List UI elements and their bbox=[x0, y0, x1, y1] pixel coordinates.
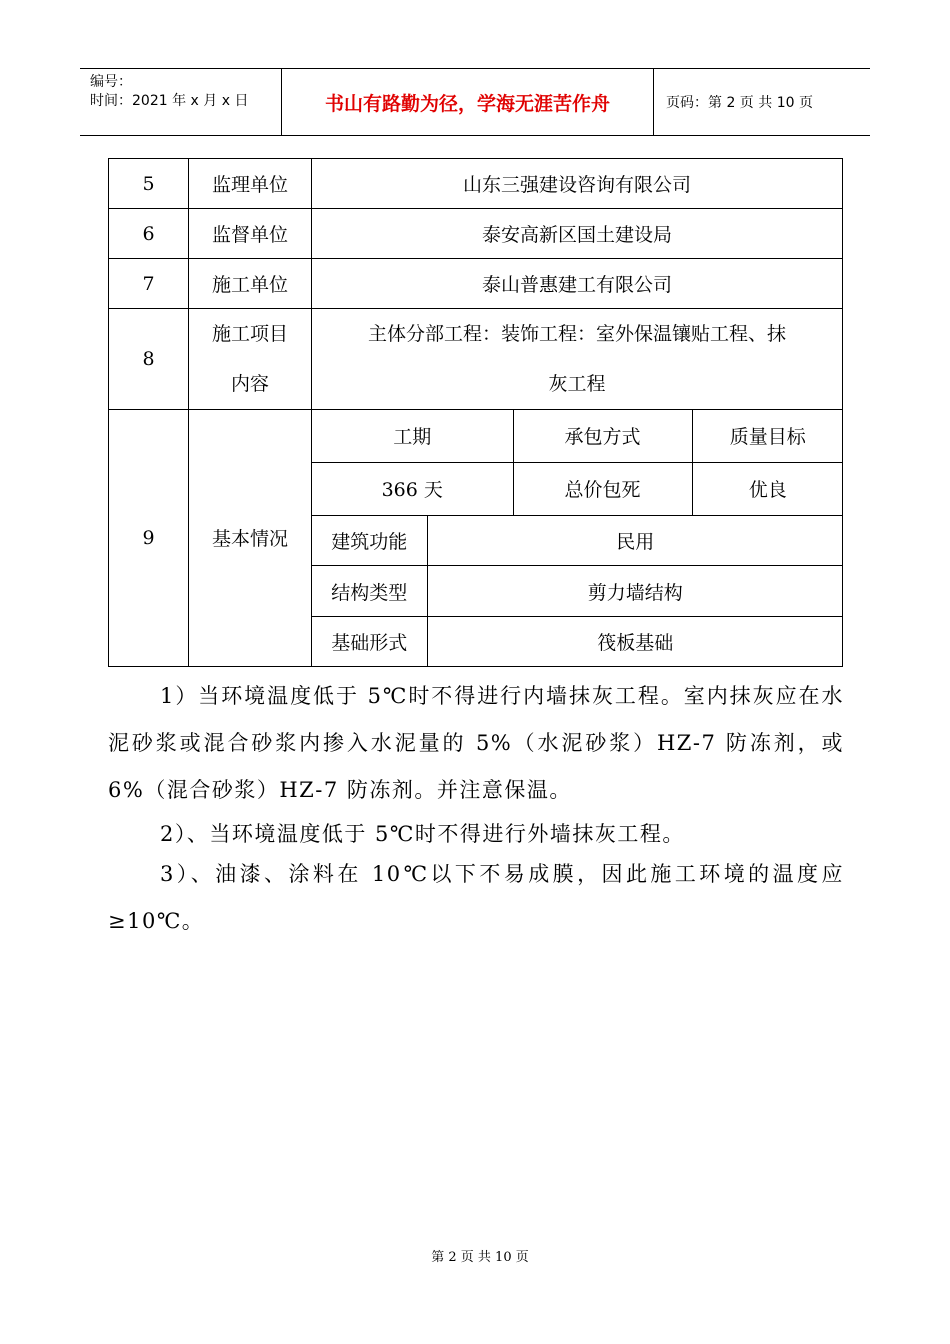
row-content: 泰安高新区国土建设局 bbox=[312, 209, 843, 259]
basic-header-row bbox=[312, 410, 843, 462]
doc-time-label: 时间：2021 年 x 月 x 日 bbox=[90, 93, 249, 109]
row-item-line: 施工项目 bbox=[211, 323, 288, 345]
row-content: 山东三强建设咨询有限公司 bbox=[312, 159, 843, 209]
row-number: 5 bbox=[109, 159, 189, 209]
table-row-basic bbox=[109, 410, 843, 667]
doc-number-label: 编号： bbox=[90, 74, 132, 90]
basic-value-row bbox=[312, 462, 843, 515]
row-content-line: 灰工程 bbox=[548, 373, 606, 395]
row-number: 9 bbox=[109, 410, 189, 667]
table-row bbox=[109, 209, 843, 259]
row-item bbox=[189, 309, 312, 410]
basic-info-grid bbox=[312, 410, 843, 516]
basic-info-cell bbox=[312, 410, 843, 667]
basic-props-grid bbox=[312, 516, 843, 666]
row-item-line: 内容 bbox=[230, 373, 269, 395]
paragraph: 1）当环境温度低于 5℃时不得进行内墙抹灰工程。室内抹灰应在水泥砂浆或混合砂浆内掺入水泥量的 5%（水泥砂浆）HZ-7 防冻剂，或 6%（混合砂浆）HZ-7 防冻剂。并注意保温。 bbox=[108, 684, 844, 802]
basic-value: 366 天 bbox=[312, 462, 513, 515]
basic-value: 总价包死 bbox=[513, 462, 692, 515]
row-content: 泰山普惠建工有限公司 bbox=[312, 259, 843, 309]
row-item: 监督单位 bbox=[189, 209, 312, 259]
header-meta bbox=[80, 69, 282, 135]
basic-value: 优良 bbox=[692, 462, 843, 515]
row-content-line: 主体分部工程：装饰工程：室外保温镶贴工程、抹 bbox=[367, 323, 786, 345]
paragraph: 3）、油漆、涂料在 10℃以下不易成膜，因此施工环境的温度应≥10℃。 bbox=[108, 862, 844, 933]
page-header bbox=[80, 68, 870, 136]
prop-label: 基础形式 bbox=[312, 617, 427, 666]
prop-value: 剪力墙结构 bbox=[427, 566, 843, 617]
header-motto: 书山有路勤为径，学海无涯苦作舟 bbox=[282, 69, 654, 135]
basic-header: 工期 bbox=[312, 410, 513, 462]
prop-label: 建筑功能 bbox=[312, 516, 427, 566]
basic-header: 承包方式 bbox=[513, 410, 692, 462]
basic-prop-row bbox=[312, 566, 843, 617]
row-item: 基本情况 bbox=[189, 410, 312, 667]
prop-label: 结构类型 bbox=[312, 566, 427, 617]
page-footer: 第 2 页 共 10 页 bbox=[431, 1250, 529, 1265]
row-item: 施工单位 bbox=[189, 259, 312, 309]
project-info-table bbox=[108, 158, 843, 667]
row-number: 6 bbox=[109, 209, 189, 259]
basic-prop-row bbox=[312, 617, 843, 666]
basic-header: 质量目标 bbox=[692, 410, 843, 462]
row-item: 监理单位 bbox=[189, 159, 312, 209]
row-number: 8 bbox=[109, 309, 189, 410]
paragraph: 2）、当环境温度低于 5℃时不得进行外墙抹灰工程。 bbox=[160, 822, 685, 846]
prop-value: 民用 bbox=[427, 516, 843, 566]
prop-value: 筏板基础 bbox=[597, 631, 674, 654]
table-row bbox=[109, 259, 843, 309]
row-content bbox=[312, 309, 843, 410]
row-number: 7 bbox=[109, 259, 189, 309]
table-row bbox=[109, 159, 843, 209]
header-page-info: 页码：第 2 页 共 10 页 bbox=[666, 95, 813, 111]
table-row bbox=[109, 309, 843, 410]
basic-prop-row bbox=[312, 516, 843, 566]
